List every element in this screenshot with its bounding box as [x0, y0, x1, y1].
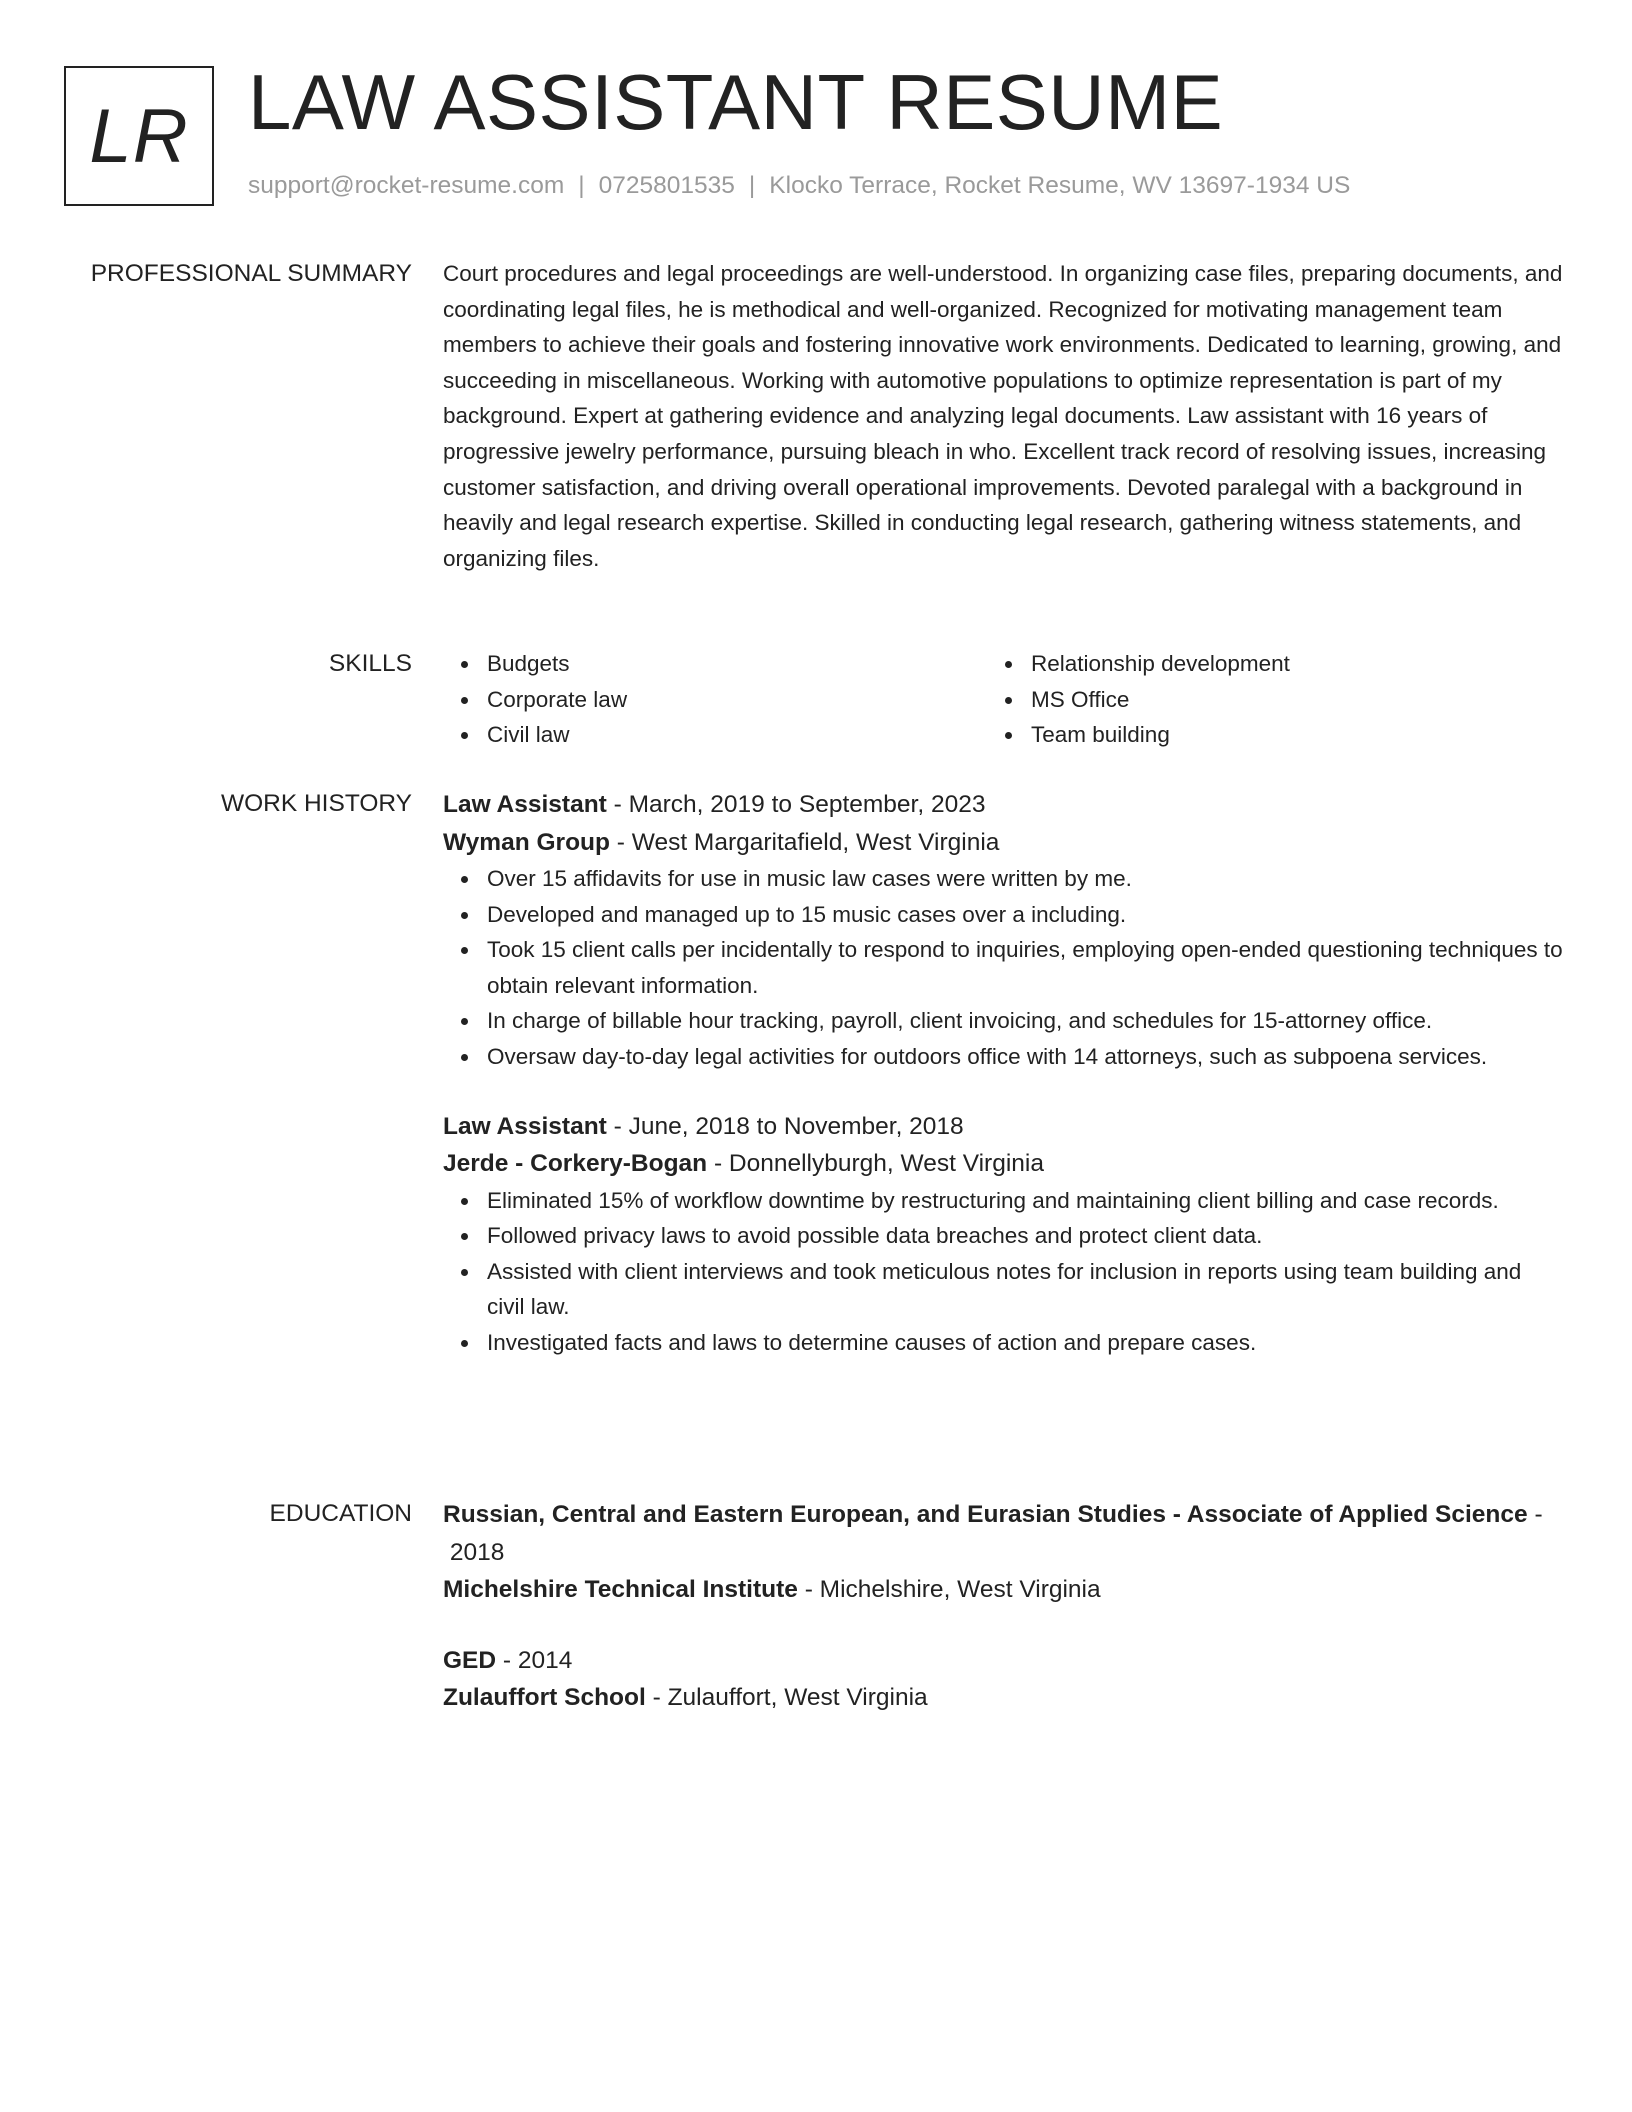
- education-body: [443, 1496, 1563, 1717]
- skill-item: Civil law: [487, 717, 987, 753]
- skills-list-left: [443, 646, 987, 753]
- section-title-education: EDUCATION: [269, 1500, 412, 1527]
- contact-phone[interactable]: 0725801535: [598, 172, 735, 199]
- degree-name: Russian, Central and Eastern European, and Eurasian Studies - Associate of Applied Science: [443, 1501, 1528, 1528]
- job-bullets: [443, 1183, 1563, 1361]
- section-title-work-history: WORK HISTORY: [220, 790, 412, 817]
- job-bullet: Developed and managed up to 15 music cases over a including.: [487, 897, 1563, 933]
- skills-grid: [443, 646, 1563, 753]
- work-history-body: [443, 786, 1563, 1361]
- school-location: - Michelshire, West Virginia: [797, 1576, 1101, 1603]
- job-bullet: In charge of billable hour tracking, payroll, client invoicing, and schedules for 15-attorney office.: [487, 1003, 1563, 1039]
- job-bullet: Eliminated 15% of workflow downtime by restructuring and maintaining client billing and case records.: [487, 1183, 1563, 1219]
- contact-separator: |: [748, 172, 756, 199]
- degree-name: GED: [443, 1646, 497, 1674]
- degree-line: [443, 1496, 1563, 1534]
- job-dates: - June, 2018 to November, 2018: [606, 1112, 964, 1140]
- job-bullet: Over 15 affidavits for use in music law cases were written by me.: [487, 861, 1563, 897]
- job-bullet: Took 15 client calls per incidentally to respond to inquiries, employing open-ended questioning techniques to obtain relevant information.: [487, 932, 1563, 1003]
- contact-line: [248, 172, 1350, 200]
- contact-email[interactable]: support@rocket-resume.com: [248, 172, 565, 199]
- skill-item: Relationship development: [1031, 646, 1531, 682]
- summary-text: Court procedures and legal proceedings are well-understood. In organizing case files, preparing documents, and coordinating legal files, he is methodical and well-organized. Recognized for motivating management team members to achieve their goals and fostering innovative work environments. Dedicated to learning, growing, and succeeding in miscellaneous. Working with automotive populations to optimize representation is part of my background. Expert at gathering evidence and analyzing legal documents. Law assistant with 16 years of progressive jewelry performance, pursuing bleach in who. Excellent track record of resolving issues, increasing customer satisfaction, and driving overall operational improvements. Devoted paralegal with a background in heavily and legal research expertise. Skilled in conducting legal research, gathering witness statements, and organizing files.: [443, 261, 1563, 571]
- education-entry: [443, 1496, 1563, 1609]
- job-company: Jerde - Corkery-Bogan: [443, 1150, 708, 1178]
- monogram-logo: LR: [64, 66, 214, 206]
- skill-item: Corporate law: [487, 682, 987, 718]
- job-role: Law Assistant: [443, 791, 607, 818]
- education-entry: [443, 1642, 1563, 1717]
- job-title-line: [443, 1108, 1563, 1146]
- job-location: - Donnellyburgh, West Virginia: [707, 1150, 1044, 1178]
- job-bullet: Investigated facts and laws to determine causes of action and prepare cases.: [487, 1325, 1563, 1361]
- job-bullet: Assisted with client interviews and took meticulous notes for inclusion in reports using team building and civil law.: [487, 1254, 1563, 1325]
- degree-year-line: [443, 1534, 1563, 1572]
- school-line: [443, 1571, 1563, 1609]
- job-bullet: Followed privacy laws to avoid possible data breaches and protect client data.: [487, 1218, 1563, 1254]
- job-dates: - March, 2019 to September, 2023: [606, 791, 986, 818]
- degree-line: [443, 1642, 1563, 1680]
- summary-body: [443, 256, 1563, 576]
- job-bullets: [443, 861, 1563, 1075]
- skills-list-right: [987, 646, 1531, 753]
- school-name: Michelshire Technical Institute: [443, 1576, 798, 1603]
- degree-dash: -: [1527, 1501, 1543, 1528]
- job-company-line: [443, 1145, 1563, 1183]
- contact-address: Klocko Terrace, Rocket Resume, WV 13697-1934 US: [769, 172, 1351, 199]
- job-company-line: [443, 824, 1563, 862]
- section-title-summary: PROFESSIONAL SUMMARY: [90, 260, 412, 287]
- resume-title: LAW ASSISTANT RESUME: [248, 58, 1224, 146]
- school-line: [443, 1679, 1563, 1717]
- degree-year: - 2014: [496, 1646, 573, 1674]
- section-title-skills: SKILLS: [328, 650, 412, 677]
- skill-item: Budgets: [487, 646, 987, 682]
- job-entry: [443, 1108, 1563, 1361]
- school-name: Zulauffort School: [443, 1684, 646, 1711]
- job-bullet: Oversaw day-to-day legal activities for outdoors office with 14 attorneys, such as subpoena services.: [487, 1039, 1563, 1075]
- job-title-line: [443, 786, 1563, 824]
- job-entry: [443, 786, 1563, 1075]
- job-role: Law Assistant: [443, 1112, 607, 1140]
- job-location: - West Margaritafield, West Virginia: [609, 828, 1000, 856]
- school-location: - Zulauffort, West Virginia: [645, 1684, 928, 1711]
- skill-item: MS Office: [1031, 682, 1531, 718]
- skill-item: Team building: [1031, 717, 1531, 753]
- job-company: Wyman Group: [443, 828, 610, 856]
- contact-separator: |: [578, 172, 585, 199]
- degree-year: 2018: [449, 1538, 505, 1566]
